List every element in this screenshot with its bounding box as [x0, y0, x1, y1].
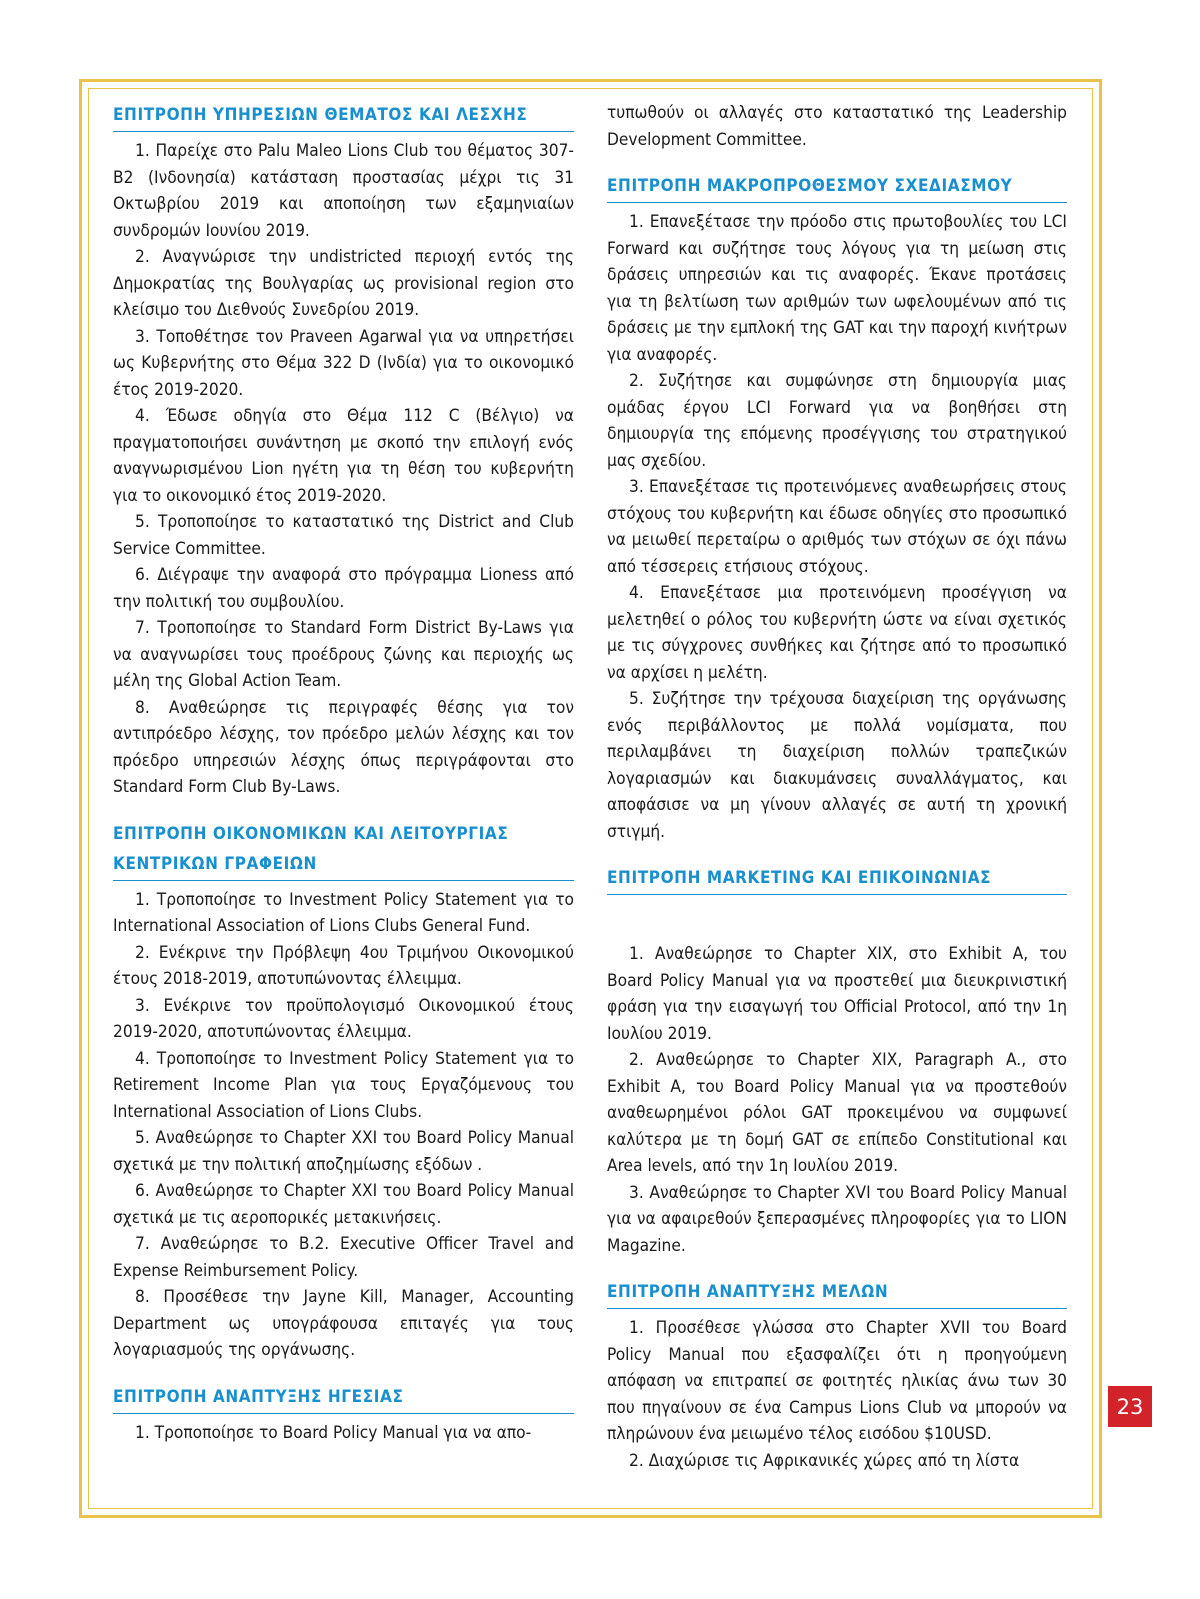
list-item: 3. Αναθεώρησε το Chapter XVI του Board Policy Manual για να αφαιρεθούν ξεπερασμένες πληροφορίες για το LION Magazine.: [607, 1182, 1067, 1256]
section-leadership-development: [113, 1382, 574, 1447]
left-column: [113, 100, 574, 1464]
continued-paragraph: τυπωθούν οι αλλαγές στο καταστατικό της Leadership Development Committee.: [607, 103, 1067, 150]
list-item: 4. Επανεξέτασε μια προτεινόμενη προσέγγιση να μελετηθεί ο ρόλος του κυβερνήτη ώστε να είναι σχετικός με τις σύγχρονες συνθήκες και ζήτησε από το προσωπικό να αρχίσει η μελέτη.: [607, 583, 1067, 683]
list-item: 4. Τροποποίησε το Investment Policy Statement για το Retirement Income Plan για τους Εργαζόμενους του International Association of Lions Clubs.: [113, 1048, 574, 1122]
section-heading-line1: ΕΠΙΤΡΟΠΗ ΟΙΚΟΝΟΜΙΚΩΝ ΚΑΙ ΛΕΙΤΟΥΡΓΙΑΣ: [113, 823, 509, 844]
list-item: 2. Ενέκρινε την Πρόβλεψη 4ου Τριμήνου Οικονομικού έτους 2018-2019, αποτυπώνοντας έλλειμμα.: [113, 942, 574, 989]
list-item: 6. Αναθεώρησε το Chapter XXI του Board Policy Manual σχετικά με τις αεροπορικές μετακινήσεις.: [113, 1181, 574, 1228]
page-number: 23: [1108, 1386, 1152, 1427]
section-continuation: [607, 100, 1067, 153]
list-item: 1. Προσέθεσε γλώσσα στο Chapter XVII του Board Policy Manual που εξασφαλίζει ότι η προηγούμενη απόφαση να επιτραπεί σε φοιτητές ηλικίας άνω των 30 που πηγαίνουν σε ένα Campus Lions Club να μπορούν να πληρώνουν ένα μειωμένο τέλος εισόδου $10USD.: [607, 1318, 1067, 1444]
list-item: 7. Αναθεώρησε το B.2. Executive Officer Travel and Expense Reimbursement Policy.: [113, 1234, 574, 1281]
list-item: 2. Αναθεώρησε το Chapter XIX, Paragraph A., στο Exhibit A, του Board Policy Manual για να προστεθούν αναθεωρημένοι ρόλοι GAT προκειμένου να συμφωνεί καλύτερα με τη δομή GAT σε επίπεδο Constitutional και Area levels, από την 1η Ιουλίου 2019.: [607, 1050, 1067, 1176]
section-heading-line2: ΚΕΝΤΡΙΚΩΝ ΓΡΑΦΕΙΩΝ: [113, 853, 317, 874]
section-heading: [113, 819, 574, 881]
list-item: 4. Έδωσε οδηγία στο Θέμα 112 C (Βέλγιο) να πραγματοποιήσει συνάντηση με σκοπό την επιλογή ενός αναγνωρισμένου Lion ηγέτη για τη θέση του κυβερνήτη για το οικονομικό έτος 2019-2020.: [113, 406, 574, 506]
section-heading: ΕΠΙΤΡΟΠΗ ΑΝΑΠΤΥΞΗΣ ΜΕΛΩΝ: [607, 1277, 1067, 1309]
list-item: 1. Τροποποίησε το Board Policy Manual για να απο-: [135, 1422, 532, 1443]
section-heading: ΕΠΙΤΡΟΠΗ ΑΝΑΠΤΥΞΗΣ ΗΓΕΣΙΑΣ: [113, 1382, 574, 1414]
list-item: 8. Προσέθεσε την Jayne Kill, Manager, Accounting Department ως υπογράφουσα επιταγές για τους λογαριασμούς της οργάνωσης.: [113, 1287, 574, 1360]
section-heading: ΕΠΙΤΡΟΠΗ ΥΠΗΡΕΣΙΩΝ ΘΕΜΑΤΟΣ ΚΑΙ ΛΕΣΧΗΣ: [113, 100, 574, 132]
list-item: 2. Αναγνώρισε την undistricted περιοχή εντός της Δημοκρατίας της Βουλγαρίας ως provisional region στο κλείσιμο του Διεθνούς Συνεδρίου 2019.: [113, 247, 574, 320]
list-item: 3. Επανεξέτασε τις προτεινόμενες αναθεωρήσεις στους στόχους του κυβερνήτη και έδωσε οδηγίες στο προσωπικό να μειωθεί περεταίρω ο αριθμός των στόχων σε όχι πάνω από τέσσερεις ετήσιους στόχους.: [607, 477, 1067, 577]
section-heading: ΕΠΙΤΡΟΠΗ ΜΑΚΡΟΠΡΟΘΕΣΜΟΥ ΣΧΕΔΙΑΣΜΟΥ: [607, 171, 1067, 203]
spacer: [607, 901, 1067, 941]
section-marketing-communications: [607, 863, 1067, 1259]
list-item: 3. Τοποθέτησε τον Praveen Agarwal για να υπηρετήσει ως Κυβερνήτης στο Θέμα 322 D (Ινδία) για το οικονομικό έτος 2019-2020.: [113, 326, 574, 400]
list-item: 5. Συζήτησε την τρέχουσα διαχείριση της οργάνωσης ενός περιβάλλοντος με πολλά νομίσματα, που περιλαμβάνει τη διαχείριση πολλών τραπεζικών λογαριασμών και διακυμάνσεις συναλλάγματος, και αποφάσισε να μη γίνουν αλλαγές σε αυτή τη χρονική στιγμή.: [607, 689, 1067, 842]
section-finance-operations: [113, 819, 574, 1364]
list-item: 1. Επανεξέτασε την πρόοδο στις πρωτοβουλίες του LCI Forward και συζήτησε τους λόγους για τη μείωση στις δράσεις υπηρεσιών και τις αναφορές. Έκανε προτάσεις για τη βελτίωση των αριθμών των ωφελουμένων από τις δράσεις με την εμπλοκή της GAT και την παροχή κινήτρων για αναφορές.: [607, 212, 1067, 365]
list-item: 8. Αναθεώρησε τις περιγραφές θέσης για τον αντιπρόεδρο λέσχης, τον πρόεδρο μελών λέσχης και τον πρόεδρο υπηρεσιών λέσχης όπως περιγράφονται στο Standard Form Club By-Laws.: [113, 697, 574, 797]
section-membership-development: [607, 1277, 1067, 1474]
right-column: [607, 100, 1067, 1492]
section-district-club-service: [113, 100, 574, 801]
list-item: 7. Τροποποίησε το Standard Form District By-Laws για να αναγνωρίσει τους προέδρους ζώνης και περιοχής ως μέλη της Global Action Team.: [113, 618, 574, 691]
list-item: 3. Ενέκρινε τον προϋπολογισμό Οικονομικού έτους 2019-2020, αποτυπώνοντας έλλειμμα.: [113, 995, 574, 1042]
list-item: 1. Τροποποίησε το Investment Policy Statement για το International Association of Lions Clubs General Fund.: [113, 889, 574, 936]
list-item: 2. Διαχώρισε τις Αφρικανικές χώρες από τη λίστα: [629, 1450, 1020, 1471]
list-item: 6. Διέγραψε την αναφορά στο πρόγραμμα Lioness από την πολιτική του συμβουλίου.: [113, 565, 574, 612]
list-item: 1. Παρείχε στο Palu Maleo Lions Club του θέματος 307-B2 (Ινδονησία) κατάσταση προστασίας μέχρι τις 31 Οκτωβρίου 2019 και αποποίηση των εξαμηνιαίων συνδρομών Ιουνίου 2019.: [113, 141, 574, 241]
section-long-range-planning: [607, 171, 1067, 845]
list-item: 5. Τροποποίησε το καταστατικό της District and Club Service Committee.: [113, 512, 574, 559]
list-item: 2. Συζήτησε και συμφώνησε στη δημιουργία μιας ομάδας έργου LCI Forward για να βοηθήσει στη δημιουργία της επόμενης προσέγγισης του στρατηγικού μας σχεδίου.: [607, 371, 1067, 471]
list-item: 5. Αναθεώρησε το Chapter XXI του Board Policy Manual σχετικά με την πολιτική αποζημίωσης εξόδων .: [113, 1128, 574, 1175]
list-item: 1. Αναθεώρησε το Chapter XIX, στο Exhibit A, του Board Policy Manual για να προστεθεί μια διευκρινιστική φράση για την εισαγωγή του Official Protocol, από την 1η Ιουλίου 2019.: [607, 944, 1067, 1044]
section-heading: ΕΠΙΤΡΟΠΗ MARKETING ΚΑΙ ΕΠΙΚΟΙΝΩΝΙΑΣ: [607, 863, 1067, 895]
